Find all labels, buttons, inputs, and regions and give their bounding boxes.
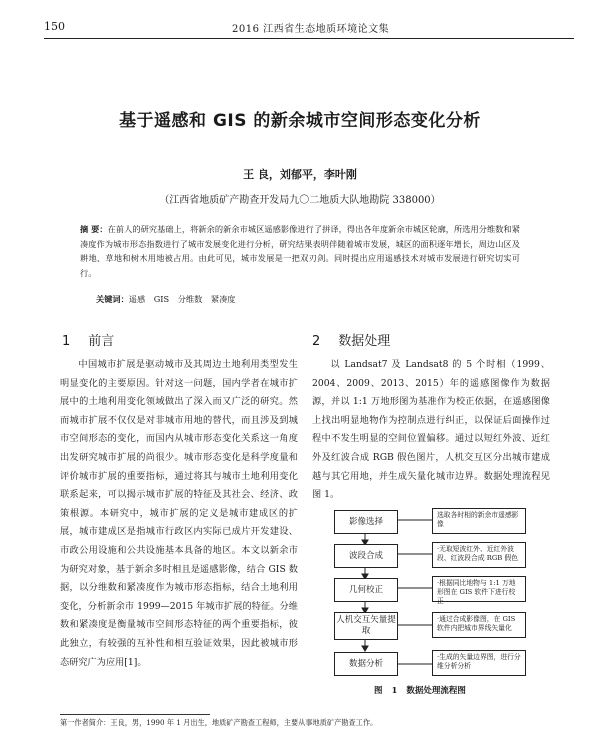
flow-step-1: 影像选择 xyxy=(334,510,398,534)
keywords xyxy=(96,294,235,305)
figure-caption: 图 1 数据处理流程图 xyxy=(374,686,466,696)
section1-title: 前言 xyxy=(88,334,115,349)
affiliation: （江西省地质矿产勘查开发局九〇二地质大队地勘院 338000） xyxy=(159,195,441,206)
abstract-text: 在前人的研究基础上，将新余的新余市城区遥感影像进行了拼译，得出各年度新余市城区轮廓，所选用分维数和紧凑度作为城市形态指数进行了城市发展变化进行分析，研究结果表明伴随着城市发展，城区的面积逐年增长，周边山区及耕地、草地和树木用地被占用。由此可见，城市发展是一把双刃剑。同时提出应用遥感技术对城市发展进行研究切实可行。 xyxy=(80,224,520,278)
abstract-label: 摘 要： xyxy=(80,224,108,234)
flow-step-4: 人机交互矢量提取 xyxy=(334,612,398,640)
section2-number: 2 xyxy=(312,334,321,349)
section2-heading xyxy=(312,330,390,349)
page-number: 150 xyxy=(44,20,65,33)
section1-number: 1 xyxy=(62,334,71,349)
abstract xyxy=(80,222,520,280)
flow-note-3-text: ·根据同比地物与 1:1 万地形图在 GIS 软件下进行校正 xyxy=(437,579,516,605)
flow-note-5-text: ·生成的矢量边界图，进行分维分析分析 xyxy=(437,653,521,670)
footnote-rule xyxy=(60,714,210,715)
section1-paragraph: 中国城市扩展是驱动城市及其周边土地利用类型发生明显变化的主要原因。针对这一问题，国内学者在城市扩展中的土地利用变化领域做出了深入而又广泛的研究。然而城市扩展不仅仅是对非城市用地的替代，而且涉及到城市空间形态的变化，而国内从城市形态变化关系这一角度出发研究城市扩展的尚很少。城市形态变化是科学度量和评价城市扩展的重要指标，通过将其与城市土地利用变化联系起来，可以揭示城市扩展的特征及其社会、经济、政策根源。本研究中，城市扩展的定义是城市建成区的扩展，城市建成区是指城市行政区内实际已成片开发建设、市政公用设施和公共设施基本具备的地区。本文以新余市为研究对象，基于新余多时相且是遥感影像，结合 GIS 数据，以分维数和紧凑度作为城市形态指标，结合土地利用变化，分析新余市 1999—2015 年城市扩展的特征。分维数和紧凑度是衡量城市空间形态特征的两个重要指标，彼此独立，有较强的互补性和相互验证效果，因此被城市形态研究广为应用[1]。 xyxy=(60,359,298,668)
flow-note-2 xyxy=(432,542,526,568)
flow-note-5 xyxy=(432,650,526,676)
flow-note-3 xyxy=(432,576,526,605)
footnote: 第一作者简介：王良，男，1990 年 1 月出生，地质矿产勘查工程师，主要从事地质矿产勘查工作。 xyxy=(60,718,378,727)
keywords-text: 遥感 GIS 分维数 紧凑度 xyxy=(128,294,236,304)
header-rule xyxy=(44,38,574,39)
running-head: 2016 江西省生态地质环境论文集 xyxy=(232,24,390,35)
flow-step-3: 几何校正 xyxy=(334,578,398,602)
keywords-label: 关键词： xyxy=(96,294,129,304)
flow-note-2-text: ·无取短波红外、近红外波段、红波段合成 RGB 假色 xyxy=(437,545,519,562)
flow-step-2: 波段合成 xyxy=(334,544,398,568)
flow-note-4-text: ·通过合成影像图，在 GIS 软件内把城市界线矢量化 xyxy=(437,615,516,632)
flow-step-5: 数据分析 xyxy=(334,652,398,676)
section1-body xyxy=(60,356,298,672)
section2-title: 数据处理 xyxy=(338,334,391,349)
flow-note-1 xyxy=(432,508,526,534)
authors: 王 良，刘郁平，李叶刚 xyxy=(243,168,357,181)
flowchart xyxy=(332,506,532,678)
section2-paragraph: 以 Landsat7 及 Landsat8 的 5 个时相（1999、2004、2009、2013、2015）年的遥感图像作为数据源，并以 1:1 万地形图为基准作为校正依据，在遥感图像上找出明显地物作为控制点进行纠正，以保证后面操作过程中不发生明显的空间位置偏移。通过以短红外波、近红外及红波合成 RGB 假色图片，人机交互区分出城市建成越与其它用地，并生成矢量化城市边界。数据处理流程见图 1。 xyxy=(312,359,550,501)
paper-title: 基于遥感和 GIS 的新余城市空间形态变化分析 xyxy=(119,111,481,131)
flow-note-1-text: 选取各时相的新余市遥感影像 xyxy=(437,511,519,528)
arrow-4 xyxy=(362,646,368,651)
section2-body xyxy=(312,356,550,505)
flow-note-4 xyxy=(432,612,526,638)
section1-heading xyxy=(62,330,114,349)
